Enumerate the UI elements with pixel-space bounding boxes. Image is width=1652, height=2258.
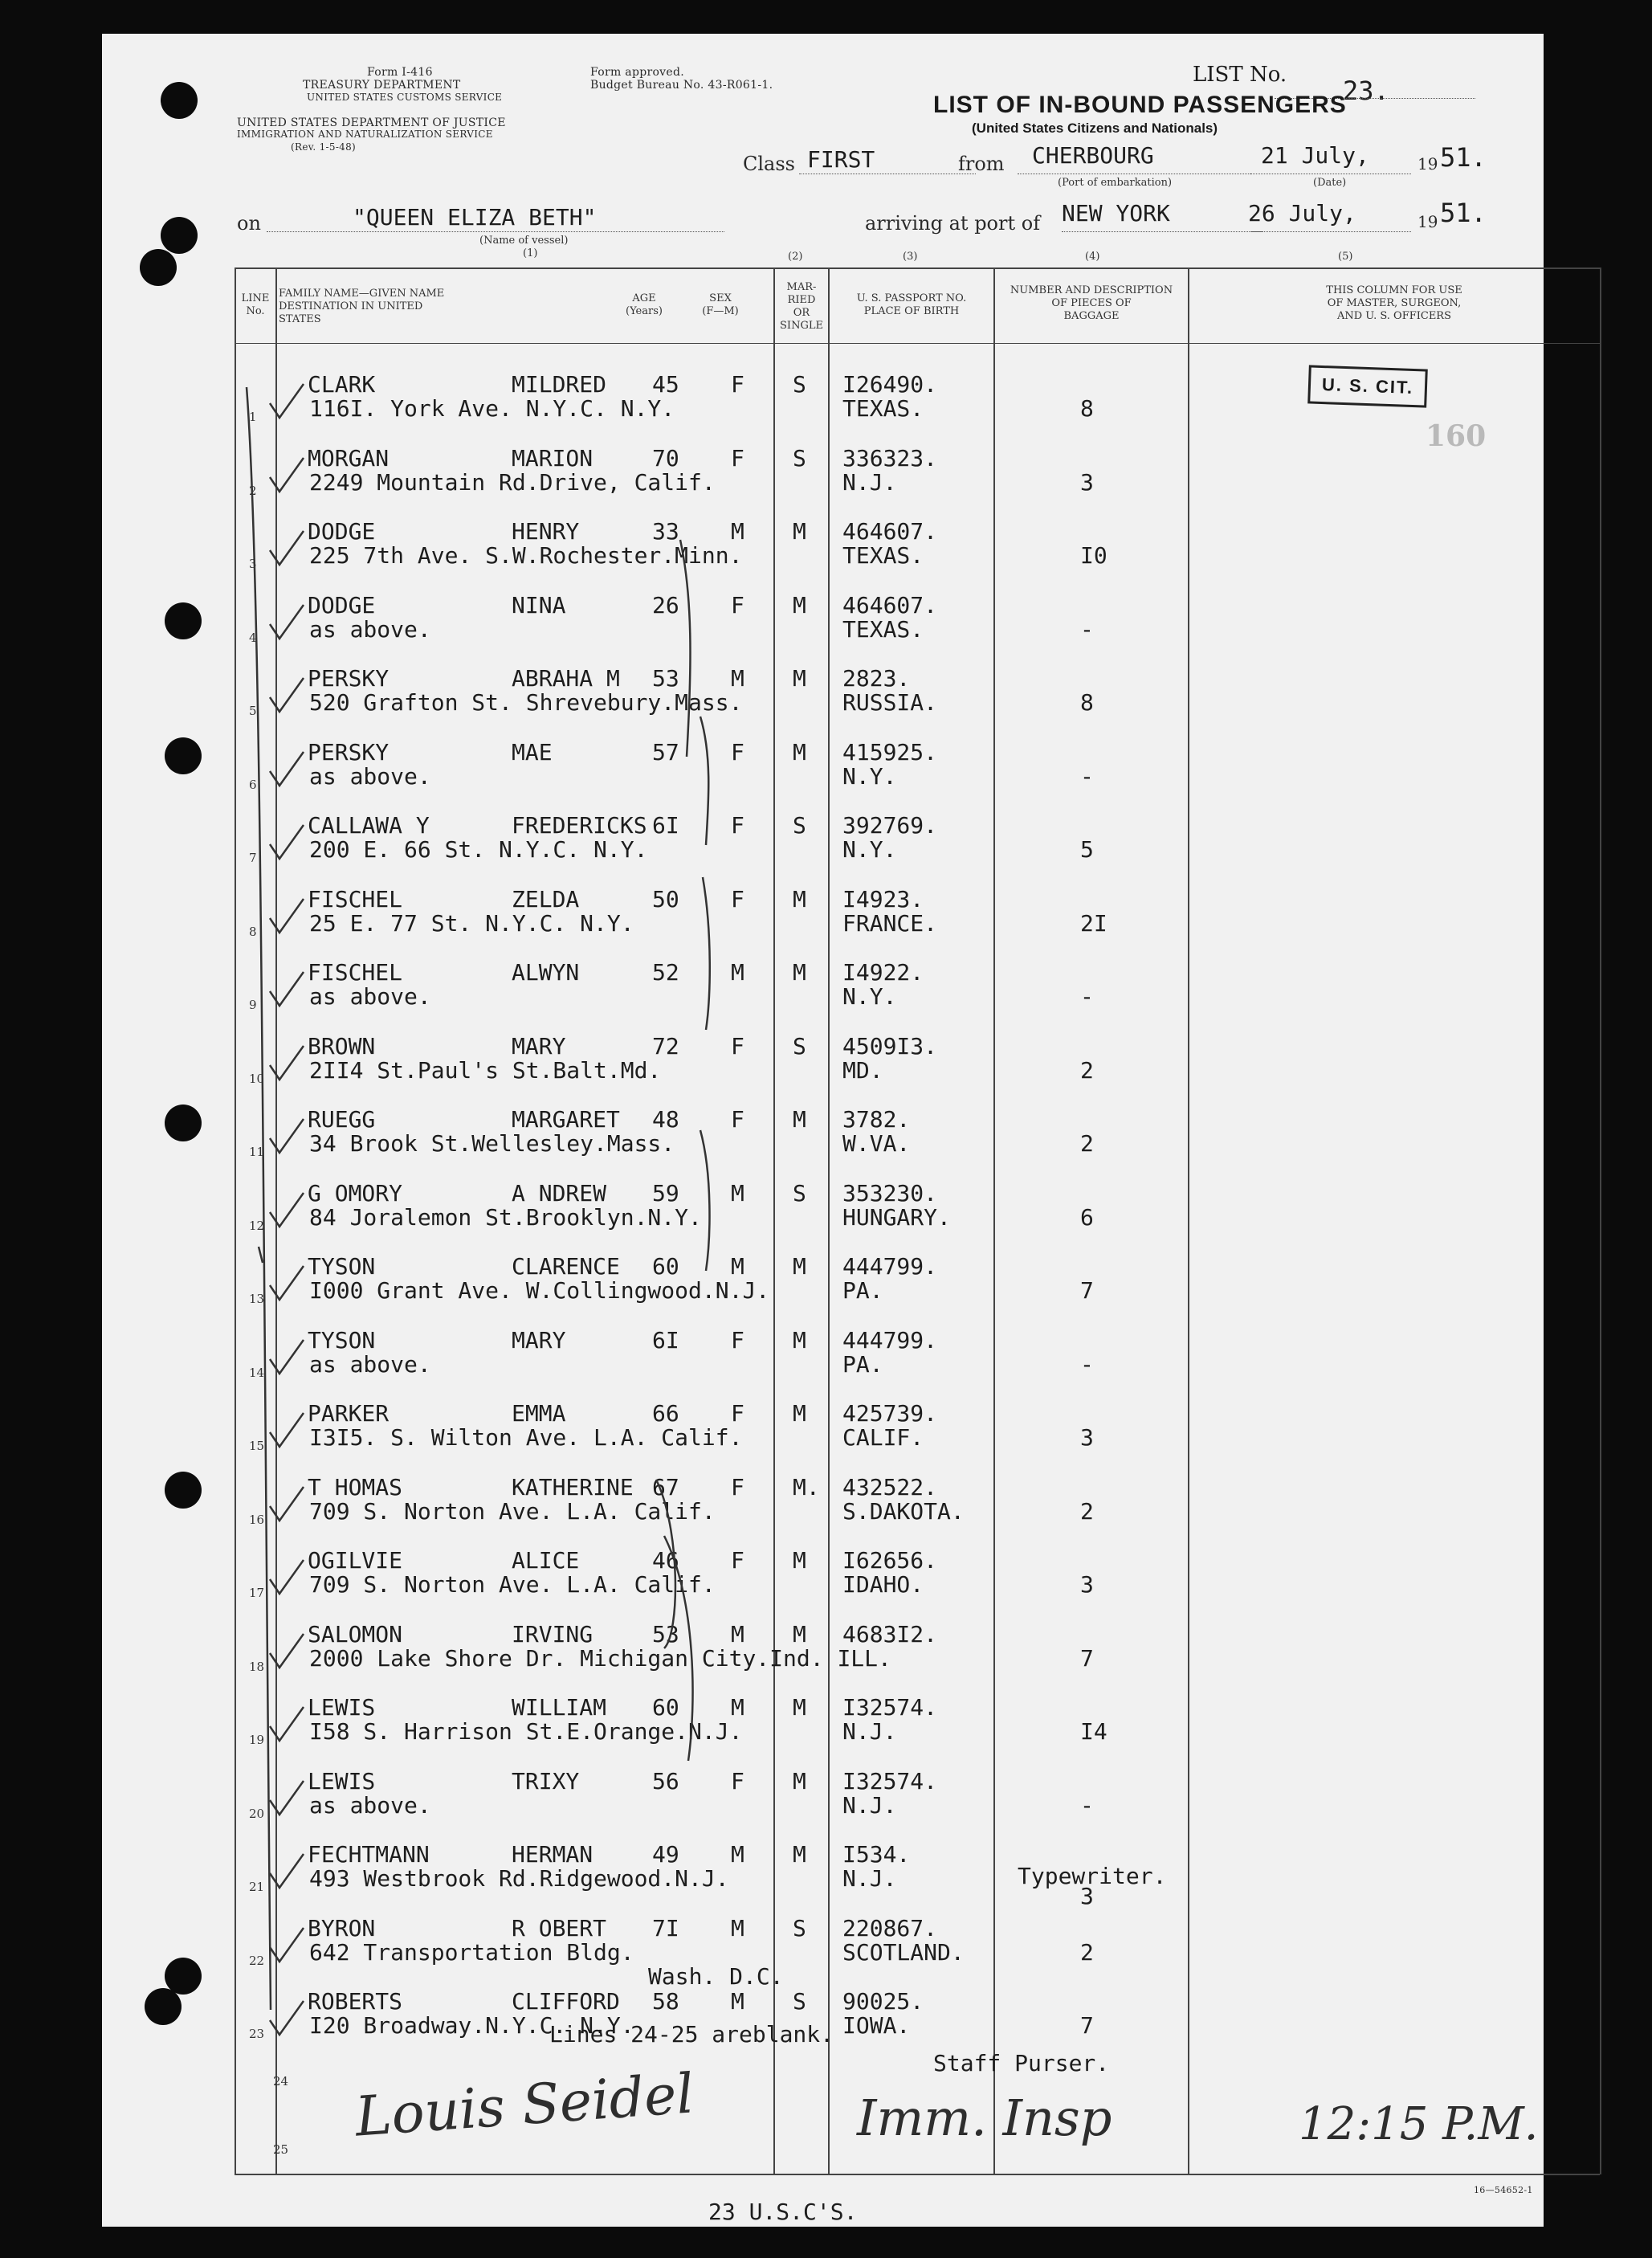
marital-status: S	[793, 1179, 806, 1207]
marital-status: M	[793, 1767, 806, 1795]
passport-number: 444799.	[842, 1326, 938, 1354]
budget-bureau: Budget Bureau No. 43-R061-1.	[590, 79, 773, 92]
sex: M	[731, 1620, 744, 1648]
marital-status: M	[793, 885, 806, 913]
line-number: 7	[249, 851, 257, 865]
given-name: HENRY	[512, 518, 580, 545]
family-name: BROWN	[308, 1032, 376, 1060]
sex: F	[731, 1400, 744, 1427]
marital-status: M	[793, 1253, 806, 1280]
passport-number: 432522.	[842, 1473, 938, 1501]
passport-number: 353230.	[842, 1179, 938, 1207]
line-number-24: 24	[273, 2074, 289, 2089]
handwritten-marks	[102, 34, 1544, 2227]
age: 45	[652, 371, 679, 398]
sex: F	[731, 1547, 744, 1574]
place-of-birth: CALIF.	[842, 1424, 924, 1451]
given-name: WILLIAM	[512, 1694, 607, 1721]
col-header-baggage: NUMBER AND DESCRIPTION OF PIECES OF BAGGAGE	[1010, 284, 1173, 322]
place-of-birth: HUNGARY.	[842, 1203, 951, 1231]
destination: as above.	[309, 615, 431, 643]
destination: 34 Brook St.Wellesley.Mass.	[309, 1130, 675, 1157]
age: 6I	[652, 812, 679, 839]
passport-number: 3782.	[842, 1106, 911, 1133]
given-name: IRVING	[512, 1620, 593, 1648]
line-number: 15	[249, 1439, 265, 1453]
sex: F	[731, 738, 744, 766]
age: 7I	[652, 1914, 679, 1942]
arrival-year: 51.	[1440, 198, 1487, 228]
baggage-count: 5	[1080, 836, 1094, 863]
given-name: A NDREW	[512, 1179, 607, 1207]
given-name: EMMA	[512, 1400, 566, 1427]
family-name: OGILVIE	[308, 1547, 403, 1574]
destination: 520 Grafton St. Shrevebury.Mass.	[309, 689, 743, 716]
page-subtitle: (United States Citizens and Nationals)	[972, 120, 1218, 136]
family-name: CALLAWA Y	[308, 812, 430, 839]
blank-lines-note: Lines 24-25 areblank.	[549, 2021, 834, 2048]
age: 50	[652, 885, 679, 913]
age: 52	[652, 959, 679, 986]
given-name: R OBERT	[512, 1914, 607, 1942]
sex: M	[731, 1253, 744, 1280]
col-header-sex: SEX (F—M)	[702, 292, 739, 317]
destination: 2249 Mountain Rd.Drive, Calif.	[309, 468, 716, 496]
inspection-time: 12:15 P.M.	[1299, 2098, 1539, 2150]
place-of-birth: N.J.	[842, 1718, 897, 1745]
line-number: 21	[249, 1880, 265, 1894]
baggage-count: 2	[1080, 1056, 1094, 1084]
line-number: 6	[249, 777, 257, 792]
given-name: MILDRED	[512, 371, 607, 398]
baggage-count: 7	[1080, 2012, 1094, 2039]
baggage-count: 2	[1080, 1497, 1094, 1525]
age: 56	[652, 1767, 679, 1795]
passport-number: I26490.	[842, 371, 938, 398]
use-col-number: (5)	[1338, 251, 1353, 263]
baggage-count: -	[1080, 615, 1094, 643]
port-of-embarkation: CHERBOURG	[1032, 142, 1154, 169]
family-name: T HOMAS	[308, 1473, 403, 1501]
place-of-birth: N.J.	[842, 1865, 897, 1892]
passport-number: 220867.	[842, 1914, 938, 1942]
destination: 2000 Lake Shore Dr. Michigan City.Ind. ILL.	[309, 1644, 891, 1672]
line-number-25: 25	[273, 2142, 289, 2157]
family-name: G OMORY	[308, 1179, 403, 1207]
baggage-count: 3	[1080, 468, 1094, 496]
passport-number: I4922.	[842, 959, 924, 986]
on-label: on	[237, 212, 261, 235]
sex: F	[731, 1767, 744, 1795]
manifest-page	[102, 34, 1544, 2227]
punch-hole	[165, 602, 202, 639]
family-name: TYSON	[308, 1326, 376, 1354]
passport-number: 392769.	[842, 812, 938, 839]
destination: 709 S. Norton Ave. L.A. Calif.	[309, 1497, 716, 1525]
family-name: PERSKY	[308, 738, 390, 766]
list-no-value: 23.	[1343, 76, 1389, 106]
line-number: 14	[249, 1365, 265, 1380]
age: 57	[652, 738, 679, 766]
given-name: MARY	[512, 1326, 566, 1354]
sex: M	[731, 1179, 744, 1207]
line-number: 10	[249, 1071, 265, 1086]
class-value: FIRST	[807, 146, 875, 173]
year-prefix: 19	[1417, 154, 1438, 174]
age: 72	[652, 1032, 679, 1060]
age: 6I	[652, 1326, 679, 1354]
line-number: 5	[249, 704, 257, 718]
destination: 25 E. 77 St. N.Y.C. N.Y.	[309, 909, 634, 937]
punch-hole	[145, 1988, 182, 2025]
given-name: ZELDA	[512, 885, 580, 913]
place-of-birth: N.Y.	[842, 836, 897, 863]
marital-status: S	[793, 1032, 806, 1060]
baggage-count: I4	[1080, 1718, 1107, 1745]
baggage-count: 7	[1080, 1277, 1094, 1304]
customs-name: UNITED STATES CUSTOMS SERVICE	[307, 92, 503, 103]
passport-number: 4509I3.	[842, 1032, 938, 1060]
passport-number: 415925.	[842, 738, 938, 766]
given-name: ALICE	[512, 1547, 580, 1574]
line-number: 9	[249, 998, 257, 1012]
marital-status: M	[793, 1841, 806, 1868]
marital-status: M	[793, 1326, 806, 1354]
sex: M	[731, 518, 744, 545]
age: 70	[652, 444, 679, 472]
place-of-birth: IDAHO.	[842, 1571, 924, 1598]
class-label: Class	[743, 153, 795, 175]
passport-number: 4683I2.	[842, 1620, 938, 1648]
destination-line-2: Wash. D.C.	[648, 1962, 784, 1990]
marital-status: M	[793, 1106, 806, 1133]
marital-status: M	[793, 1547, 806, 1574]
given-name: ALWYN	[512, 959, 580, 986]
age: 66	[652, 1400, 679, 1427]
footer-code: 16—54652-1	[1474, 2185, 1533, 2195]
marital-status: S	[793, 1914, 806, 1942]
passport-col-number: (3)	[903, 251, 918, 263]
line-number: 17	[249, 1586, 265, 1600]
col-header-name: FAMILY NAME—GIVEN NAME DESTINATION IN UNITED STATES	[279, 288, 445, 325]
destination: as above.	[309, 762, 431, 790]
given-name: MARGARET	[512, 1106, 620, 1133]
destination: 225 7th Ave. S.W.Rochester.Minn.	[309, 542, 743, 569]
married-col-number: (2)	[788, 251, 803, 263]
sex: F	[731, 885, 744, 913]
vessel-name: "QUEEN ELIZA BETH"	[353, 204, 597, 231]
marital-status: S	[793, 444, 806, 472]
baggage-count: I0	[1080, 542, 1107, 569]
baggage-count: 8	[1080, 689, 1094, 716]
line-number: 2	[249, 483, 257, 498]
form-approved: Form approved.	[590, 66, 684, 79]
given-name: HERMAN	[512, 1841, 593, 1868]
passport-number: I4923.	[842, 885, 924, 913]
age: 60	[652, 1253, 679, 1280]
family-name: DODGE	[308, 591, 376, 619]
inspector-signature: Louis Seidel	[353, 2062, 696, 2150]
arrival-port: NEW YORK	[1062, 200, 1170, 227]
given-name: CLIFFORD	[512, 1988, 620, 2015]
baggage-count: 3	[1080, 1424, 1094, 1451]
departure-date: 21 July,	[1261, 142, 1369, 169]
family-name: CLARK	[308, 371, 376, 398]
marital-status: M	[793, 1694, 806, 1721]
form-number: Form I-416	[367, 66, 433, 79]
line-number: 1	[249, 410, 257, 424]
line-number: 20	[249, 1806, 265, 1821]
line-number: 11	[249, 1145, 265, 1159]
destination: as above.	[309, 1350, 431, 1378]
given-name: NINA	[512, 591, 566, 619]
sex: F	[731, 1326, 744, 1354]
family-name: MORGAN	[308, 444, 390, 472]
line-number: 3	[249, 557, 257, 571]
age: 26	[652, 591, 679, 619]
punch-hole	[140, 249, 177, 286]
arrival-date: 26 July,	[1248, 200, 1356, 227]
baggage-count: 3	[1080, 1883, 1094, 1909]
passport-number: 425739.	[842, 1400, 938, 1427]
place-of-birth: RUSSIA.	[842, 689, 938, 716]
inspector-title: Imm. Insp	[857, 2089, 1112, 2147]
passport-number: 336323.	[842, 444, 938, 472]
place-of-birth: TEXAS.	[842, 615, 924, 643]
given-name: CLARENCE	[512, 1253, 620, 1280]
family-name: LEWIS	[308, 1694, 376, 1721]
port-caption: (Port of embarkation)	[1058, 177, 1173, 189]
age: 49	[652, 1841, 679, 1868]
list-no-label: LIST No.	[1193, 63, 1287, 87]
destination: I58 S. Harrison St.E.Orange.N.J.	[309, 1718, 743, 1745]
marital-status: S	[793, 1988, 806, 2015]
col-header-officers: THIS COLUMN FOR USE OF MASTER, SURGEON, AND U. S. OFFICERS	[1326, 284, 1462, 322]
given-name: KATHERINE	[512, 1473, 634, 1501]
col-header-line: LINE No.	[241, 292, 270, 317]
page-title: LIST OF IN-BOUND PASSENGERS	[933, 92, 1347, 118]
punch-hole	[161, 217, 198, 254]
baggage-count: -	[1080, 1350, 1094, 1378]
marital-status: M	[793, 591, 806, 619]
marital-status: M	[793, 665, 806, 692]
marital-status: M	[793, 518, 806, 545]
passport-number: 464607.	[842, 591, 938, 619]
family-name: DODGE	[308, 518, 376, 545]
line-number: 23	[249, 2027, 265, 2041]
sex: F	[731, 1032, 744, 1060]
destination: as above.	[309, 983, 431, 1010]
dept-name: TREASURY DEPARTMENT	[303, 79, 461, 92]
age: 53	[652, 1620, 679, 1648]
destination: 709 S. Norton Ave. L.A. Calif.	[309, 1571, 716, 1598]
baggage-description: Typewriter.	[1018, 1863, 1167, 1889]
baggage-col-number: (4)	[1085, 251, 1100, 263]
marital-status: M	[793, 738, 806, 766]
given-name: MARY	[512, 1032, 566, 1060]
place-of-birth: S.DAKOTA.	[842, 1497, 965, 1525]
sex: M	[731, 1988, 744, 2015]
marital-status: M	[793, 959, 806, 986]
marital-status: S	[793, 812, 806, 839]
vessel-col-number: (1)	[523, 247, 538, 259]
family-name: PARKER	[308, 1400, 390, 1427]
family-name: ROBERTS	[308, 1988, 403, 2015]
footer-count: 23 U.S.C'S.	[708, 2199, 858, 2225]
age: 59	[652, 1179, 679, 1207]
place-of-birth: N.J.	[842, 468, 897, 496]
justice-name: UNITED STATES DEPARTMENT OF JUSTICE	[237, 116, 506, 129]
passport-number: I534.	[842, 1841, 911, 1868]
age: 33	[652, 518, 679, 545]
punch-hole	[165, 737, 202, 774]
line-number: 8	[249, 924, 257, 939]
destination: as above.	[309, 1791, 431, 1819]
given-name: ABRAHA M	[512, 665, 620, 692]
revision: (Rev. 1-5-48)	[291, 141, 357, 153]
baggage-count: -	[1080, 1791, 1094, 1819]
place-of-birth: N.J.	[842, 1791, 897, 1819]
family-name: LEWIS	[308, 1767, 376, 1795]
passport-number: I62656.	[842, 1547, 938, 1574]
departure-year: 51.	[1440, 142, 1487, 173]
passport-number: I32574.	[842, 1767, 938, 1795]
place-of-birth: MD.	[842, 1056, 883, 1084]
col-header-age: AGE (Years)	[626, 292, 663, 317]
family-name: FISCHEL	[308, 885, 403, 913]
sex: M	[731, 1841, 744, 1868]
baggage-count: 8	[1080, 395, 1094, 422]
date-caption: (Date)	[1313, 177, 1347, 189]
baggage-count: 2	[1080, 1938, 1094, 1966]
staff-purser: Staff Purser.	[933, 2050, 1110, 2076]
destination: 84 Joralemon St.Brooklyn.N.Y.	[309, 1203, 702, 1231]
age: 67	[652, 1473, 679, 1501]
passport-number: I32574.	[842, 1694, 938, 1721]
destination: 642 Transportation Bldg.	[309, 1938, 634, 1966]
vessel-caption: (Name of vessel)	[479, 235, 569, 247]
passport-number: 2823.	[842, 665, 911, 692]
line-number: 4	[249, 630, 257, 645]
family-name: SALOMON	[308, 1620, 403, 1648]
marital-status: M	[793, 1620, 806, 1648]
destination: 2II4 St.Paul's St.Balt.Md.	[309, 1056, 662, 1084]
place-of-birth: SCOTLAND.	[842, 1938, 965, 1966]
sex: F	[731, 1106, 744, 1133]
us-citizen-stamp: U. S. CIT.	[1307, 365, 1428, 407]
passport-number: 90025.	[842, 1988, 924, 2015]
destination: I000 Grant Ave. W.Collingwood.N.J.	[309, 1277, 770, 1304]
baggage-count: 2	[1080, 1130, 1094, 1157]
line-number: 13	[249, 1292, 265, 1306]
destination: I3I5. S. Wilton Ave. L.A. Calif.	[309, 1424, 743, 1451]
family-name: TYSON	[308, 1253, 376, 1280]
marital-status: M.	[793, 1473, 820, 1501]
family-name: FECHTMANN	[308, 1841, 430, 1868]
given-name: MARION	[512, 444, 593, 472]
punch-hole	[165, 1472, 202, 1509]
stamp-number: 160	[1426, 419, 1487, 453]
sex: F	[731, 371, 744, 398]
sex: M	[731, 1694, 744, 1721]
marital-status: M	[793, 1400, 806, 1427]
place-of-birth: N.Y.	[842, 762, 897, 790]
punch-hole	[165, 1105, 202, 1141]
place-of-birth: IOWA.	[842, 2012, 911, 2039]
passport-number: 464607.	[842, 518, 938, 545]
from-label: from	[958, 153, 1005, 175]
destination: 493 Westbrook Rd.Ridgewood.N.J.	[309, 1865, 729, 1892]
arriving-label: arriving at port of	[865, 212, 1041, 235]
baggage-count: 7	[1080, 1644, 1094, 1672]
sex: F	[731, 444, 744, 472]
arrival-year-prefix: 19	[1417, 212, 1438, 231]
baggage-count: 3	[1080, 1571, 1094, 1598]
place-of-birth: PA.	[842, 1277, 883, 1304]
baggage-count: 6	[1080, 1203, 1094, 1231]
sex: F	[731, 1473, 744, 1501]
place-of-birth: TEXAS.	[842, 395, 924, 422]
given-name: FREDERICKS	[512, 812, 647, 839]
destination: I20 Broadway.N.Y.C. N.Y.	[309, 2012, 634, 2039]
age: 60	[652, 1694, 679, 1721]
baggage-count: 2I	[1080, 909, 1107, 937]
given-name: TRIXY	[512, 1767, 580, 1795]
age: 53	[652, 665, 679, 692]
baggage-count: -	[1080, 983, 1094, 1010]
passport-number: 444799.	[842, 1253, 938, 1280]
place-of-birth: W.VA.	[842, 1130, 911, 1157]
place-of-birth: TEXAS.	[842, 542, 924, 569]
age: 46	[652, 1547, 679, 1574]
family-name: PERSKY	[308, 665, 390, 692]
given-name: MAE	[512, 738, 553, 766]
place-of-birth: PA.	[842, 1350, 883, 1378]
sex: M	[731, 959, 744, 986]
punch-hole	[161, 82, 198, 119]
family-name: RUEGG	[308, 1106, 376, 1133]
line-number: 22	[249, 1953, 265, 1968]
immigration-name: IMMIGRATION AND NATURALIZATION SERVICE	[237, 129, 493, 140]
sex: F	[731, 812, 744, 839]
place-of-birth: FRANCE.	[842, 909, 938, 937]
sex: M	[731, 665, 744, 692]
place-of-birth: N.Y.	[842, 983, 897, 1010]
age: 48	[652, 1106, 679, 1133]
baggage-count: -	[1080, 762, 1094, 790]
col-header-married: MAR- RIED OR SINGLE	[780, 281, 823, 332]
line-number: 19	[249, 1733, 265, 1747]
age: 58	[652, 1988, 679, 2015]
line-number: 16	[249, 1512, 265, 1527]
family-name: BYRON	[308, 1914, 376, 1942]
marital-status: S	[793, 371, 806, 398]
col-header-passport: U. S. PASSPORT NO. PLACE OF BIRTH	[856, 292, 967, 317]
family-name: FISCHEL	[308, 959, 403, 986]
sex: M	[731, 1914, 744, 1942]
destination: 116I. York Ave. N.Y.C. N.Y.	[309, 395, 675, 422]
line-number: 12	[249, 1218, 265, 1233]
line-number: 18	[249, 1659, 265, 1674]
sex: F	[731, 591, 744, 619]
destination: 200 E. 66 St. N.Y.C. N.Y.	[309, 836, 648, 863]
